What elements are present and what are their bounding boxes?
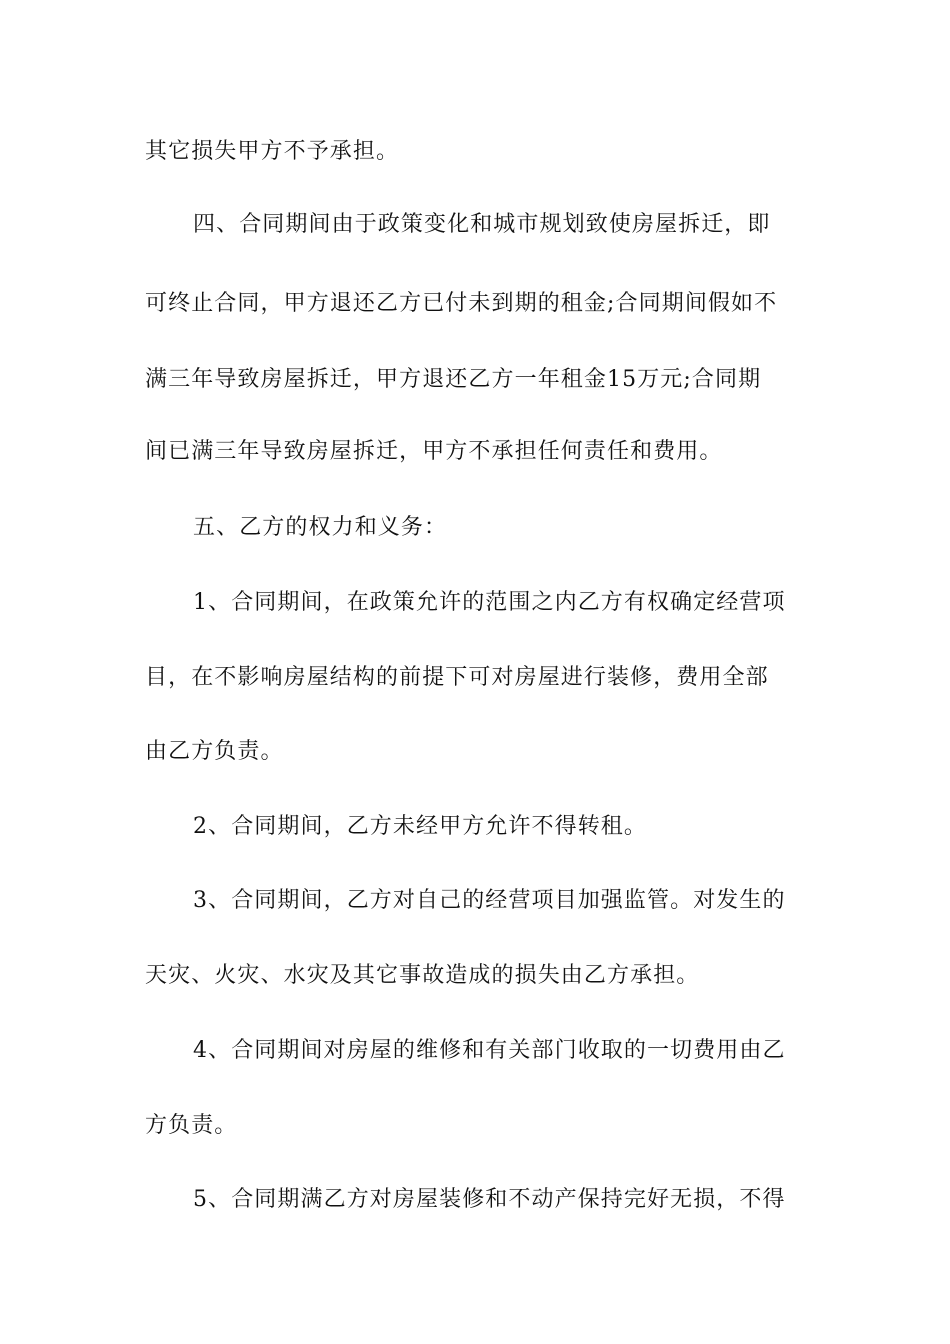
text-line: 方负责。 bbox=[145, 1113, 238, 1138]
text-line: 可终止合同，甲方退还乙方已付未到期的租金;合同期间假如不 bbox=[145, 291, 778, 316]
text-line: 5、合同期满乙方对房屋装修和不动产保持完好无损，不得 bbox=[193, 1187, 786, 1212]
text-line: 五、乙方的权力和义务： bbox=[193, 515, 448, 540]
text-line: 由乙方负责。 bbox=[145, 739, 284, 764]
text-line: 四、合同期间由于政策变化和城市规划致使房屋拆迁，即 bbox=[193, 212, 771, 237]
text-line: 天灾、火灾、水灾及其它事故造成的损失由乙方承担。 bbox=[145, 963, 700, 988]
text-line: 其它损失甲方不予承担。 bbox=[145, 139, 400, 164]
text-line: 目，在不影响房屋结构的前提下可对房屋进行装修，费用全部 bbox=[145, 665, 769, 690]
text-line: 满三年导致房屋拆迁，甲方退还乙方一年租金15万元;合同期 bbox=[145, 367, 762, 392]
text-line: 间已满三年导致房屋拆迁，甲方不承担任何责任和费用。 bbox=[145, 439, 723, 464]
text-line: 2、合同期间，乙方未经甲方允许不得转租。 bbox=[193, 814, 647, 839]
text-line: 3、合同期间，乙方对自己的经营项目加强监管。对发生的 bbox=[193, 888, 786, 913]
text-line: 4、合同期间对房屋的维修和有关部门收取的一切费用由乙 bbox=[193, 1038, 786, 1063]
text-line: 1、合同期间，在政策允许的范围之内乙方有权确定经营项 bbox=[193, 590, 786, 615]
